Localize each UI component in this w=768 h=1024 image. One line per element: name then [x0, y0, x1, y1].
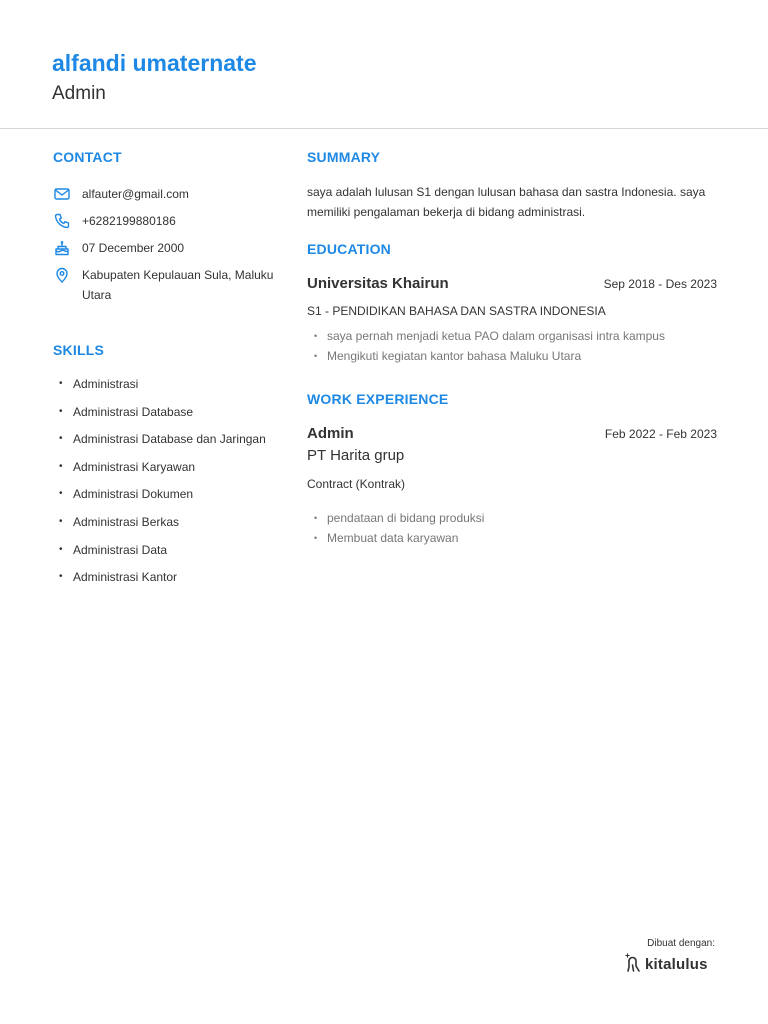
- education-title: EDUCATION: [307, 241, 391, 257]
- contact-birthday-text: 07 December 2000: [82, 241, 185, 255]
- contact-email: [53, 184, 288, 204]
- left-column: [53, 148, 288, 597]
- header-divider: [0, 128, 768, 129]
- contact-location: [53, 265, 288, 305]
- skills-title: SKILLS: [53, 342, 104, 358]
- person-name: alfandi umaternate: [52, 50, 257, 76]
- list-item: • saya pernah menjadi ketua PAO dalam organisasi intra kampus: [307, 326, 717, 346]
- skill-item: • Administrasi Data: [53, 542, 288, 558]
- cake-icon: [53, 239, 71, 257]
- resume-header: [52, 48, 257, 106]
- education-degree: S1 - PENDIDIKAN BAHASA DAN SASTRA INDONESIA: [307, 304, 606, 318]
- contact-phone-text: +6282199880186: [82, 214, 176, 228]
- work-bullets: [307, 508, 717, 548]
- skills-list: [53, 376, 288, 585]
- contact-list: [53, 184, 288, 305]
- skill-item: • Administrasi Dokumen: [53, 486, 288, 502]
- work-entry-header: [307, 424, 717, 444]
- work-dates: Feb 2022 - Feb 2023: [604, 427, 717, 441]
- contact-location-text: Kabupaten Kepulauan Sula, Maluku Utara: [82, 268, 274, 302]
- education-section: [307, 240, 717, 366]
- contact-email-text: alfauter@gmail.com: [82, 187, 189, 201]
- skill-item: • Administrasi Database dan Jaringan: [53, 431, 288, 447]
- person-role: Admin: [52, 83, 106, 104]
- skill-item: • Administrasi Karyawan: [53, 459, 288, 475]
- education-entry-header: [307, 274, 717, 294]
- right-column: [307, 148, 717, 548]
- work-contract: Contract (Kontrak): [307, 477, 406, 491]
- work-section: [307, 390, 717, 548]
- skills-section: [53, 341, 288, 585]
- contact-phone: [53, 211, 288, 231]
- list-item: • pendataan di bidang produksi: [307, 508, 717, 528]
- location-pin-icon: [53, 266, 71, 284]
- list-item: • Membuat data karyawan: [307, 528, 717, 548]
- skill-item: • Administrasi Berkas: [53, 514, 288, 530]
- work-company: PT Harita grup: [307, 447, 405, 464]
- education-bullets: [307, 326, 717, 366]
- contact-birthday: [53, 238, 288, 258]
- brand-logo: [625, 952, 715, 976]
- work-position: Admin: [307, 425, 354, 442]
- made-with-badge: [625, 938, 715, 976]
- education-dates: Sep 2018 - Des 2023: [603, 277, 717, 291]
- contact-title: CONTACT: [53, 149, 122, 165]
- mail-icon: [53, 185, 71, 203]
- summary-title: SUMMARY: [307, 149, 381, 165]
- skill-item: • Administrasi: [53, 376, 288, 392]
- skill-item: • Administrasi Kantor: [53, 569, 288, 585]
- phone-icon: [53, 212, 71, 230]
- summary-text: saya adalah lulusan S1 dengan lulusan bahasa dan sastra Indonesia. saya memiliki pengalaman bekerja di bidang administrasi.: [307, 185, 706, 219]
- badge-caption: Dibuat dengan:: [647, 938, 715, 949]
- list-item: • Mengikuti kegiatan kantor bahasa Maluku Utara: [307, 346, 717, 366]
- skill-item: • Administrasi Database: [53, 404, 288, 420]
- education-school: Universitas Khairun: [307, 275, 449, 292]
- work-title: WORK EXPERIENCE: [307, 391, 449, 407]
- brand-name: kitalulus: [645, 955, 708, 973]
- kitalulus-logo-icon: [625, 952, 643, 976]
